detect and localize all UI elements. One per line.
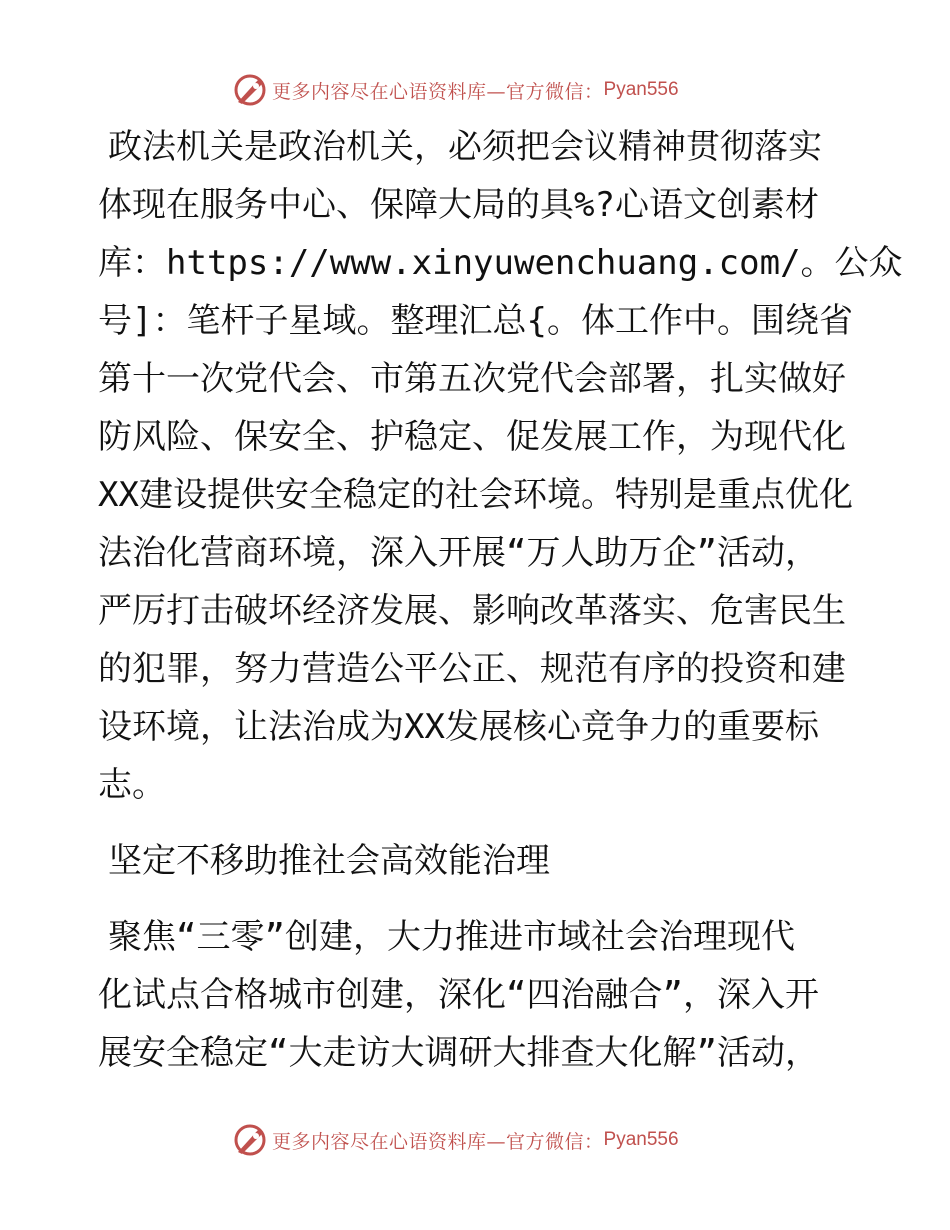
section-heading: 坚定不移助推社会高效能治理 — [108, 841, 550, 881]
text-line: 库：https://www.xinyuwenchuang.com/。公众 — [98, 243, 903, 283]
pen-logo-icon — [232, 72, 268, 108]
text-line: 体现在服务中心、保障大局的具%?心语文创素材 — [98, 185, 819, 225]
header-banner-text: 更多内容尽在心语资料库—官方微信： — [272, 80, 604, 103]
header-banner — [232, 72, 712, 108]
text-line: 政法机关是政治机关，必须把会议精神贯彻落实 — [108, 127, 822, 167]
paragraph-1 — [98, 118, 903, 814]
text-line: 的犯罪，努力营造公平公正、规范有序的投资和建 — [98, 649, 846, 689]
text-line: 志。 — [98, 765, 166, 805]
footer-wechat-id: Pyan556 — [603, 1129, 679, 1150]
text-line: 防风险、保安全、护稳定、促发展工作，为现代化 — [98, 417, 846, 457]
paragraph-2 — [98, 908, 873, 1082]
pen-logo-icon — [232, 1122, 268, 1158]
text-line: 号]：笔杆子星域。整理汇总{。体工作中。围绕省 — [98, 301, 853, 341]
text-line: 设环境，让法治成为XX发展核心竞争力的重要标 — [98, 707, 819, 747]
text-line: 严厉打击破坏经济发展、影响改革落实、危害民生 — [98, 591, 846, 631]
text-line: 展安全稳定“大走访大调研大排查大化解”活动， — [98, 1033, 819, 1073]
text-line: 法治化营商环境，深入开展“万人助万企”活动， — [98, 533, 819, 573]
footer-banner-text: 更多内容尽在心语资料库—官方微信： — [272, 1130, 604, 1153]
text-line: 第十一次党代会、市第五次党代会部署，扎实做好 — [98, 359, 846, 399]
header-wechat-id: Pyan556 — [603, 79, 679, 100]
text-line: XX建设提供安全稳定的社会环境。特别是重点优化 — [98, 475, 853, 515]
document-body — [98, 118, 903, 1082]
footer-banner — [232, 1122, 712, 1158]
text-line: 化试点合格城市创建，深化“四治融合”，深入开 — [98, 975, 819, 1015]
text-line: 聚焦“三零”创建，大力推进市域社会治理现代 — [108, 917, 795, 957]
